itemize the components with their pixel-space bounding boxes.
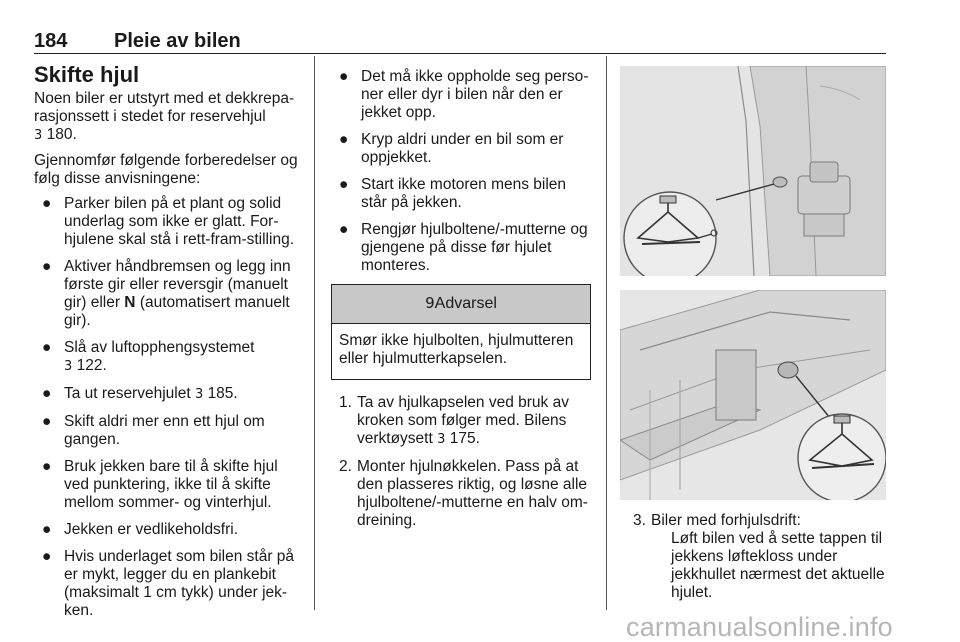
warning-icon: 9 [425, 294, 435, 312]
step-detail: Løft bilen ved å sette tappen til jekkens løftekloss under jekkhullet nærmest det aktuelle hjulet. [671, 530, 885, 601]
warning-title: Advarsel [434, 295, 497, 312]
page-header [34, 30, 886, 54]
list-item: ● Ta ut reservehjulet 3 185. [42, 385, 238, 402]
watermark: carmanualsonline.info [626, 612, 893, 642]
warning-box [331, 284, 591, 380]
bullet-icon: ● [42, 458, 52, 475]
precaution-list [34, 195, 302, 620]
xref-link[interactable]: 175. [449, 430, 480, 447]
step-item: 3. Biler med forhjulsdrift: Løft bilen ved å sette tappen til jekkens løftekloss under jekkhullet nærmest det aktuelle hjulet. [625, 512, 887, 602]
page-number: 184 [34, 30, 68, 52]
bullet-icon: ● [42, 258, 52, 275]
list-item: ● Hvis underlaget som bilen står på er mykt, legger du en plankebit (maksimalt 1 cm tykk) under jekken. [42, 548, 295, 619]
list-item: ● Skift aldri mer enn ett hjul om gangen. [42, 413, 265, 448]
step-item: 1. Ta av hjulkapselen ved bruk av kroken som følger med. Bilens verktøysett 3 175. [339, 394, 569, 447]
xref-link[interactable]: 180. [46, 126, 77, 143]
bullet-icon: ● [339, 176, 349, 193]
list-item: ● Slå av luftopphengsystemet 3 122. [42, 339, 255, 374]
middle-column [331, 68, 591, 539]
warning-header [332, 285, 590, 324]
column-divider-left [314, 56, 315, 610]
list-item: ● Jekken er vedlikeholdsfri. [42, 521, 239, 538]
bullet-icon: ● [339, 131, 349, 148]
left-column [34, 62, 302, 629]
step-list [625, 512, 887, 602]
bullet-icon: ● [42, 548, 52, 565]
jack-position-drawing-icon [620, 66, 886, 276]
list-item: ● Start ikke motoren mens bilen står på jekken. [339, 176, 567, 211]
bullet-icon: ● [339, 221, 349, 238]
xref-link[interactable]: 185. [207, 385, 238, 402]
bullet-icon: ● [339, 68, 349, 85]
step-item: 2. Monter hjulnøkkelen. Pass på at den plasseres riktig, og løsne alle hjulboltene/-mutterne en halv omdreining. [339, 458, 588, 529]
list-item: ● Bruk jekken bare til å skifte hjul ved punktering, ikke til å skifte mellom sommer- og vinterhjul. [42, 458, 278, 511]
list-item: ● Parker bilen på et plant og solid underlag som ikke er glatt. Forhjulene skal stå i rett-fram-stilling. [42, 195, 294, 248]
xref-arrow-icon: 3 [437, 432, 446, 447]
bullet-icon: ● [42, 195, 52, 212]
list-item: ● Aktiver håndbremsen og legg inn første gir eller reversgir (manuelt gir) eller N (automatisert manuelt gir). [42, 258, 291, 329]
running-title: Pleie av bilen [114, 30, 241, 52]
intro-paragraph: Noen biler er utstyrt med et dekkreparasjonssett i stedet for reservehjul 3 180. [34, 90, 295, 143]
safety-list [331, 68, 591, 275]
right-column [625, 512, 887, 611]
prep-paragraph: Gjennomfør følgende forberedelser og følg disse anvisningene: [34, 152, 298, 187]
list-item: ● Kryp aldri under en bil som er oppjekket. [339, 131, 564, 166]
list-item: ● Det må ikke oppholde seg personer eller dyr i bilen når den er jekket opp. [339, 68, 589, 121]
bullet-icon: ● [42, 385, 52, 402]
xref-arrow-icon: 3 [64, 359, 73, 374]
list-item: ● Rengjør hjulboltene/-mutterne og gjengene på disse før hjulet monteres. [339, 221, 588, 274]
xref-arrow-icon: 3 [34, 128, 43, 143]
jack-illustration-top [620, 66, 886, 276]
warning-text: Smør ikke hjulbolten, hjulmutteren eller hjulmutterkapselen. [339, 332, 574, 367]
bullet-icon: ● [42, 521, 52, 538]
xref-arrow-icon: 3 [194, 387, 204, 402]
xref-link[interactable]: 122. [76, 357, 107, 374]
column-divider-right [606, 56, 607, 610]
bullet-icon: ● [42, 339, 52, 356]
jack-lift-point-drawing-icon [620, 290, 886, 500]
step-list [331, 394, 591, 530]
bullet-icon: ● [42, 413, 52, 430]
jack-illustration-bottom [620, 290, 886, 500]
section-title: Skifte hjul [34, 62, 140, 87]
